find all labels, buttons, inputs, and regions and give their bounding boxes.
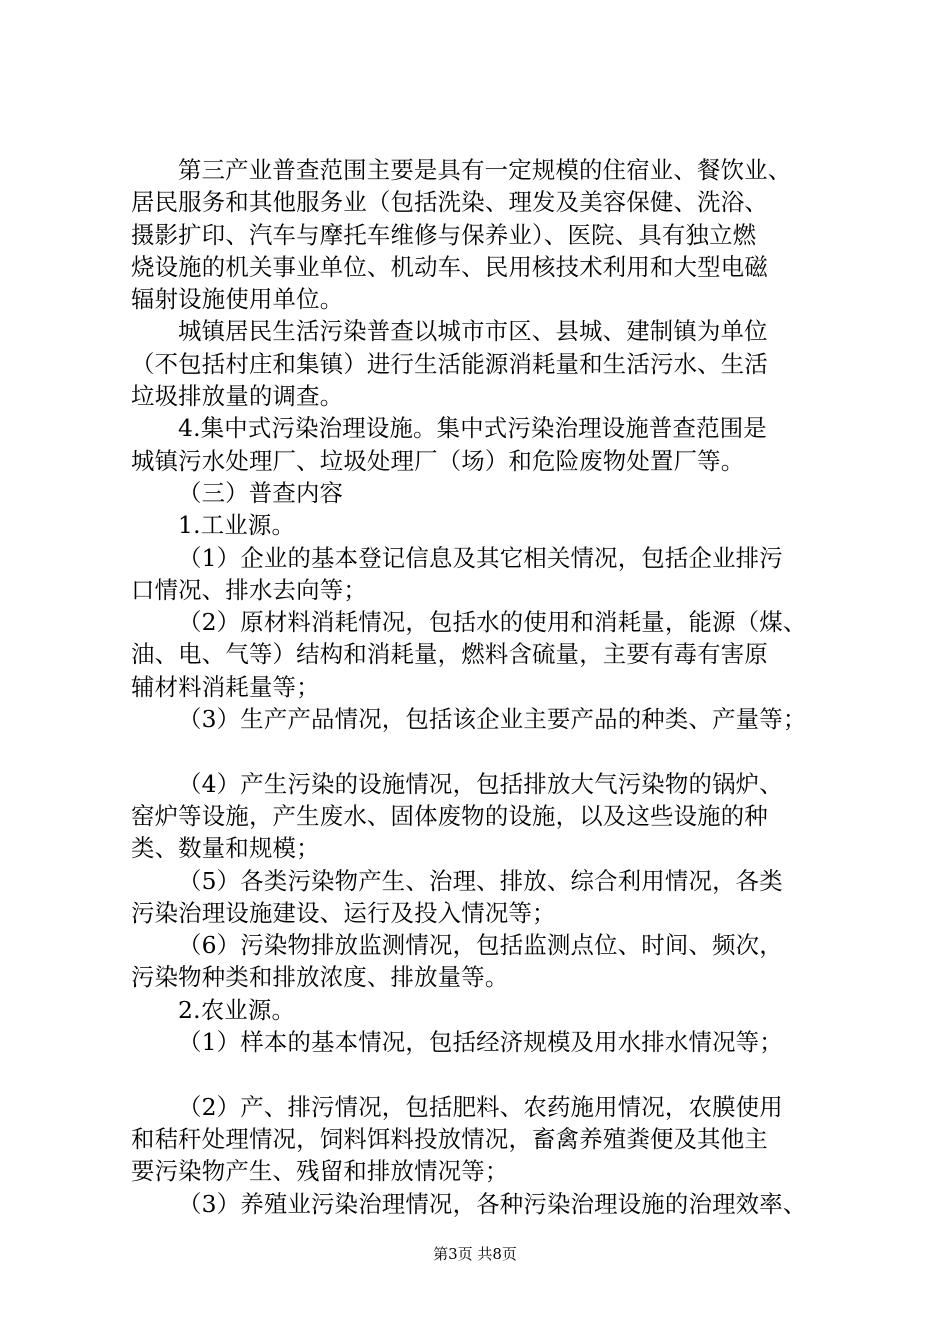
document-body	[131, 154, 835, 1220]
text-line: 第三产业普查范围主要是具有一定规模的住宿业、餐饮业、	[178, 156, 792, 184]
text-line: （不包括村庄和集镇）进行生活能源消耗量和生活污水、生活	[131, 349, 768, 378]
text-line: 城镇居民生活污染普查以城市市区、县城、建制镇为单位	[178, 317, 768, 346]
text-line: （1）企业的基本登记信息及其它相关情况，包括企业排污	[178, 543, 783, 572]
blank-line	[131, 735, 835, 767]
text-line: 辐射设施使用单位。	[131, 285, 344, 314]
text-line: （5）各类污染物产生、治理、排放、综合利用情况，各类	[178, 866, 783, 895]
text-line: 类、数量和规模；	[131, 834, 320, 863]
text-line: 1.工业源。	[178, 511, 296, 540]
text-line: 油、电、气等）结构和消耗量，燃料含硫量，主要有毒有害原	[131, 640, 768, 669]
blank-line	[131, 1058, 835, 1090]
text-line: （2）产、排污情况，包括肥料、农药施用情况，农膜使用	[178, 1092, 783, 1121]
text-line: 烧设施的机关事业单位、机动车、民用核技术利用和大型电磁	[131, 252, 768, 281]
text-line: 4.集中式污染治理设施。集中式污染治理设施普查范围是	[178, 414, 767, 443]
text-line: 要污染物产生、残留和排放情况等；	[131, 1157, 509, 1186]
text-line: （三）普查内容	[178, 478, 344, 507]
text-line: （4）产生污染的设施情况，包括排放大气污染物的锅炉、	[178, 769, 783, 798]
text-line: 窑炉等设施，产生废水、固体废物的设施，以及这些设施的种	[131, 801, 768, 830]
text-line: 口情况、排水去向等；	[131, 575, 367, 604]
text-line: 居民服务和其他服务业（包括洗染、理发及美容保健、洗浴、	[131, 188, 768, 217]
text-line: 污染治理设施建设、运行及投入情况等；	[131, 898, 556, 927]
text-line: 摄影扩印、汽车与摩托车维修与保养业）、医院、具有独立燃	[131, 220, 757, 249]
text-line: 和秸秆处理情况，饲料饵料投放情况，畜禽养殖粪便及其他主	[131, 1124, 768, 1153]
text-line: 垃圾排放量的调查。	[131, 382, 344, 411]
text-line: （6）污染物排放监测情况，包括监测点位、时间、频次，	[178, 931, 783, 960]
text-line: （3）生产产品情况，包括该企业主要产品的种类、产量等；	[178, 705, 807, 734]
text-line: 城镇污水处理厂、垃圾处理厂（场）和危险废物处置厂等。	[131, 446, 745, 475]
text-line: （3）养殖业污染治理情况，各种污染治理设施的治理效率、	[178, 1189, 807, 1218]
text-line: 2.农业源。	[178, 995, 296, 1024]
text-line: 辅材料消耗量等；	[131, 672, 320, 701]
text-line: 污染物种类和排放浓度、排放量等。	[131, 963, 509, 992]
text-line: （1）样本的基本情况，包括经济规模及用水排水情况等；	[178, 1028, 783, 1057]
page-footer: 第3页 共8页	[433, 1245, 517, 1263]
text-line: （2）原材料消耗情况，包括水的使用和消耗量，能源（煤、	[178, 608, 807, 637]
